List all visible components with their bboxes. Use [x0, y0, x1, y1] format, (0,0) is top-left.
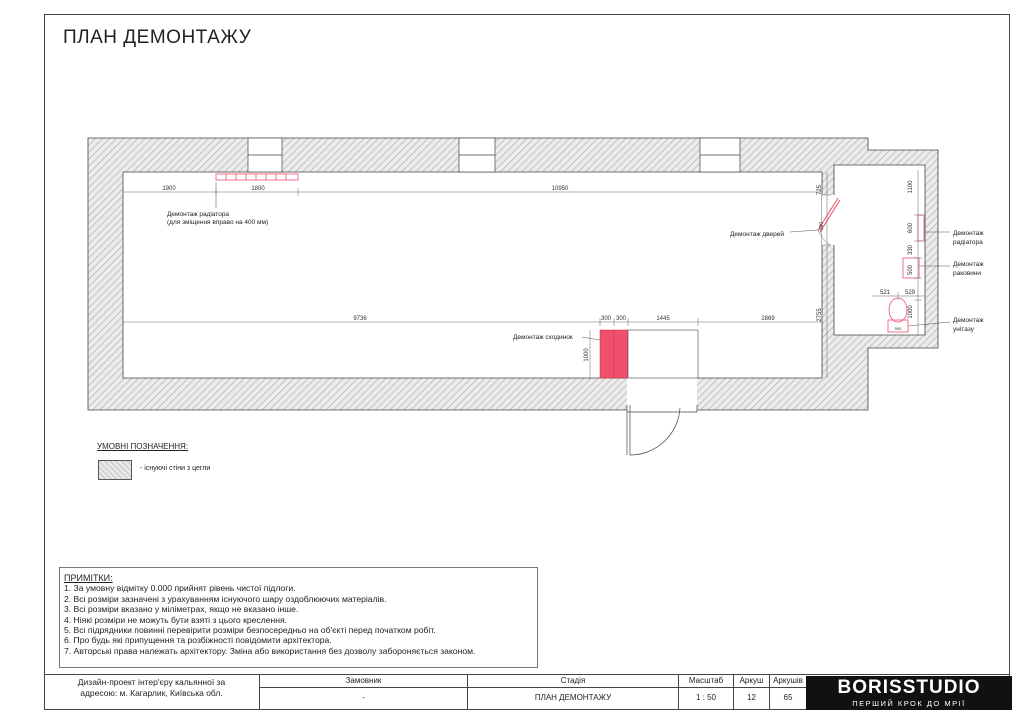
- window-1: [248, 138, 282, 172]
- legend-brick-swatch: [98, 460, 132, 480]
- note-item: 7. Авторські права належать архітектору. Зміна або використання без дозволу забороняється законом.: [64, 645, 476, 656]
- notes-heading: ПРИМІТКИ:: [64, 573, 113, 583]
- dim-330: 330: [908, 244, 914, 256]
- dim-door: 900: [819, 221, 825, 231]
- label-stairs: Демонтаж сходинок: [513, 334, 573, 341]
- label-toilet-2: унітазу: [953, 326, 974, 333]
- dim-725: 725: [817, 184, 823, 196]
- sheet-cell: Аркуш 12: [733, 674, 769, 710]
- legend-title: УМОВНІ ПОЗНАЧЕННЯ:: [97, 442, 189, 451]
- sheets-cell: Аркушів 65: [769, 674, 806, 710]
- studio-logo: BORISSTUDIO ПЕРШИЙ КРОК ДО МРІЇ: [806, 676, 1012, 710]
- note-item: 5. Всі підрядники повинні перевірити розміри безпосередньо на об'єкті перед початком робіт.: [64, 625, 436, 636]
- dim-10950: 10950: [551, 186, 569, 192]
- dim-529: 529: [904, 290, 916, 296]
- window-3: [700, 138, 740, 172]
- dim-1800: 1800: [251, 186, 265, 192]
- note-item: 3. Всі розміри вказано у міліметрах, якщо не вказано інше.: [64, 604, 299, 615]
- dim-521: 521: [879, 290, 891, 296]
- dimension-lines: [123, 170, 925, 378]
- note-item: 1. За умовну відмітку 0.000 прийнят рівень чистої підлоги.: [64, 583, 296, 594]
- label-sink-2: раковини: [953, 270, 982, 277]
- dim-900: 900: [894, 326, 902, 331]
- dim-600: 600: [908, 222, 914, 234]
- legend-brick-label: - існуючі стіни з цегли: [140, 465, 211, 472]
- customer-cell: Замовник -: [259, 674, 467, 710]
- entrance-door: [627, 405, 697, 455]
- page-title: ПЛАН ДЕМОНТАЖУ: [63, 27, 252, 48]
- notes-box: [59, 567, 538, 668]
- dim-1000b: 1000: [908, 305, 914, 319]
- brick-walls: [88, 138, 938, 410]
- project-address: Дизайн-проект інтер'єру кальянної за адресою: м. Кагарлик, Київська обл.: [77, 677, 226, 698]
- note-item: 2. Всі розміри зазначені з урахуванням існуючого шару оздоблюючих матеріалів.: [64, 593, 387, 604]
- label-sink-1: Демонтаж: [953, 261, 984, 268]
- note-item: 6. Про будь які припущення та розбіжності повідомити архітектора.: [64, 635, 332, 646]
- dim-300b: 300: [615, 316, 627, 322]
- note-item: 4. Ніякі розміри не можуть бути взяті з цього креслення.: [64, 614, 288, 625]
- label-doors: Демонтаж дверей: [730, 231, 785, 238]
- dim-500: 500: [908, 264, 914, 276]
- dim-300a: 300: [600, 316, 612, 322]
- label-bath-radiator-1: Демонтаж: [953, 230, 984, 237]
- dim-9736: 9736: [353, 316, 367, 322]
- dim-2755: 2755: [817, 308, 823, 322]
- label-radiator-1: Демонтаж радіатора: [167, 211, 230, 218]
- window-2: [459, 138, 495, 172]
- label-bath-radiator-2: радіатора: [953, 239, 983, 246]
- dim-1000a: 1000: [584, 348, 590, 362]
- dim-2869: 2869: [761, 316, 775, 322]
- label-toilet-1: Демонтаж: [953, 317, 984, 324]
- radiator-demolition: [216, 174, 298, 180]
- dim-1900: 1900: [162, 186, 176, 192]
- scale-cell: Масштаб 1 : 50: [678, 674, 733, 710]
- stage-cell: Стадія ПЛАН ДЕМОНТАЖУ: [467, 674, 678, 710]
- label-radiator-2: (для зміщення вправо на 400 мм): [167, 219, 269, 226]
- dim-1445: 1445: [656, 316, 670, 322]
- dim-1100: 1100: [908, 180, 914, 194]
- leader-lines: [216, 182, 950, 340]
- bath-radiator-demolition: [918, 215, 924, 241]
